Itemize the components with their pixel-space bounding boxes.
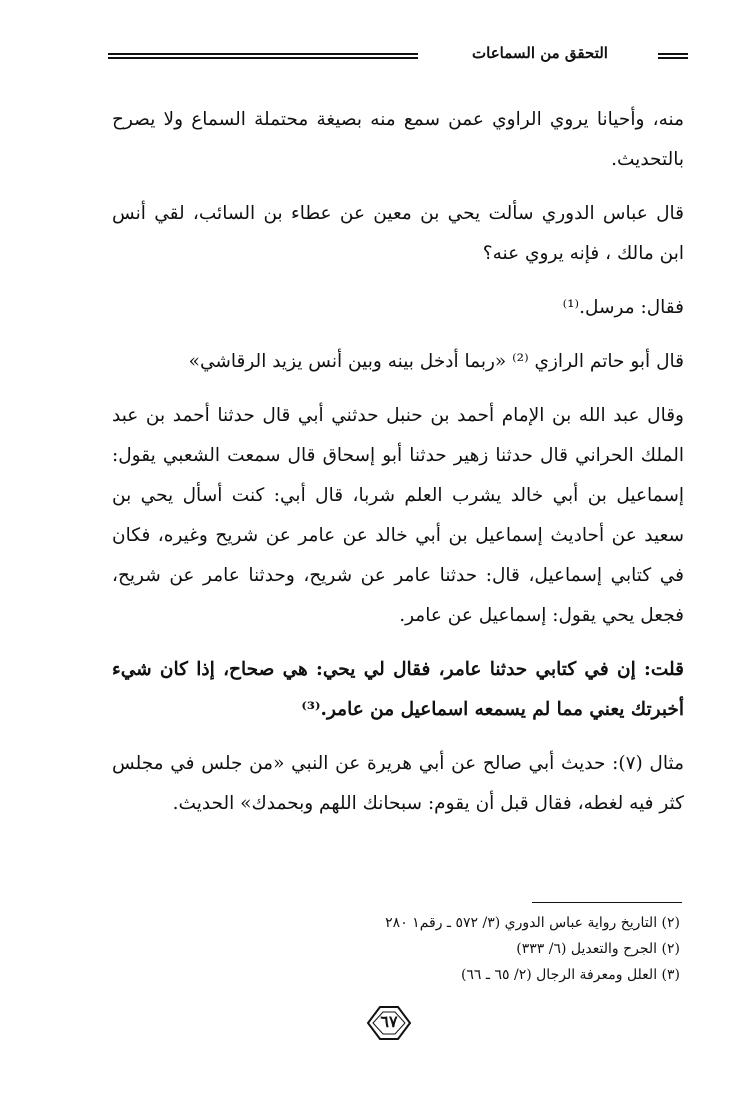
paragraph: وقال عبد الله بن الإمام أحمد بن حنبل حدثني أبي قال حدثنا أحمد بن عبد الملك الحراني قال حدثنا زهير حدثنا أبو إسحاق قال سمعت الشعبي يقول: إسماعيل بن أبي خالد يشرب العلم شربا، قال أبي: كنت أسأل يحي بن سعيد عن أحاديث إسماعيل بن أبي خالد عن عامر عن شريح وغيره، فكان في كتابي إسماعيل، قال: حدثنا عامر عن شريح، وحدثنا عامر عن شريح، فجعل يحي يقول: إسماعيل عن عامر. [112, 405, 684, 626]
paragraph: مثال (٧): حديث أبي صالح عن أبي هريرة عن النبي «من جلس في مجلس كثر فيه لغطه، فقال قبل أن يقوم: سبحانك اللهم وبحمدك» الحديث. [112, 753, 685, 814]
running-header [108, 40, 688, 74]
paragraph: منه، وأحيانا يروي الراوي عمن سمع منه بصيغة محتملة السماع ولا يصرح بالتحديث. [112, 109, 684, 170]
header-title: التحقق من السماعات [472, 44, 608, 62]
page-number-text: ٦٧ [380, 1012, 398, 1031]
footnote: (٣) العلل ومعرفة الرجال (٢/ ٦٥ ـ ٦٦) [460, 967, 680, 983]
footnote: (٢) التاريخ رواية عباس الدوري (٣/ ٥٧٢ ـ رقم١ ٢٨٠ [385, 915, 680, 931]
header-double-rule-short [658, 53, 688, 59]
main-text [112, 100, 684, 838]
paragraph: قال أبو حاتم الرازي ⁽²⁾ «ربما أدخل بينه وبين أنس يزيد الرقاشي» [188, 351, 684, 372]
footnote-separator [532, 902, 682, 903]
paragraph: قال عباس الدوري سألت يحي بن معين عن عطاء بن السائب، لقي أنس ابن مالك ، فإنه يروي عنه؟ [112, 203, 684, 264]
paragraph: فقال: مرسل.⁽¹⁾ [562, 297, 684, 318]
footnote: (٢) الجرح والتعديل (٦/ ٣٣٣) [516, 941, 680, 957]
header-double-rule [108, 53, 418, 59]
page-number [360, 1003, 418, 1043]
footnotes [200, 910, 680, 988]
paragraph: قلت: إن في كتابي حدثنا عامر، فقال لي يحي: هي صحاح، إذا كان شيء أخبرتك يعني مما لم يسمعه اسماعيل من عامر.⁽³⁾ [112, 659, 684, 720]
